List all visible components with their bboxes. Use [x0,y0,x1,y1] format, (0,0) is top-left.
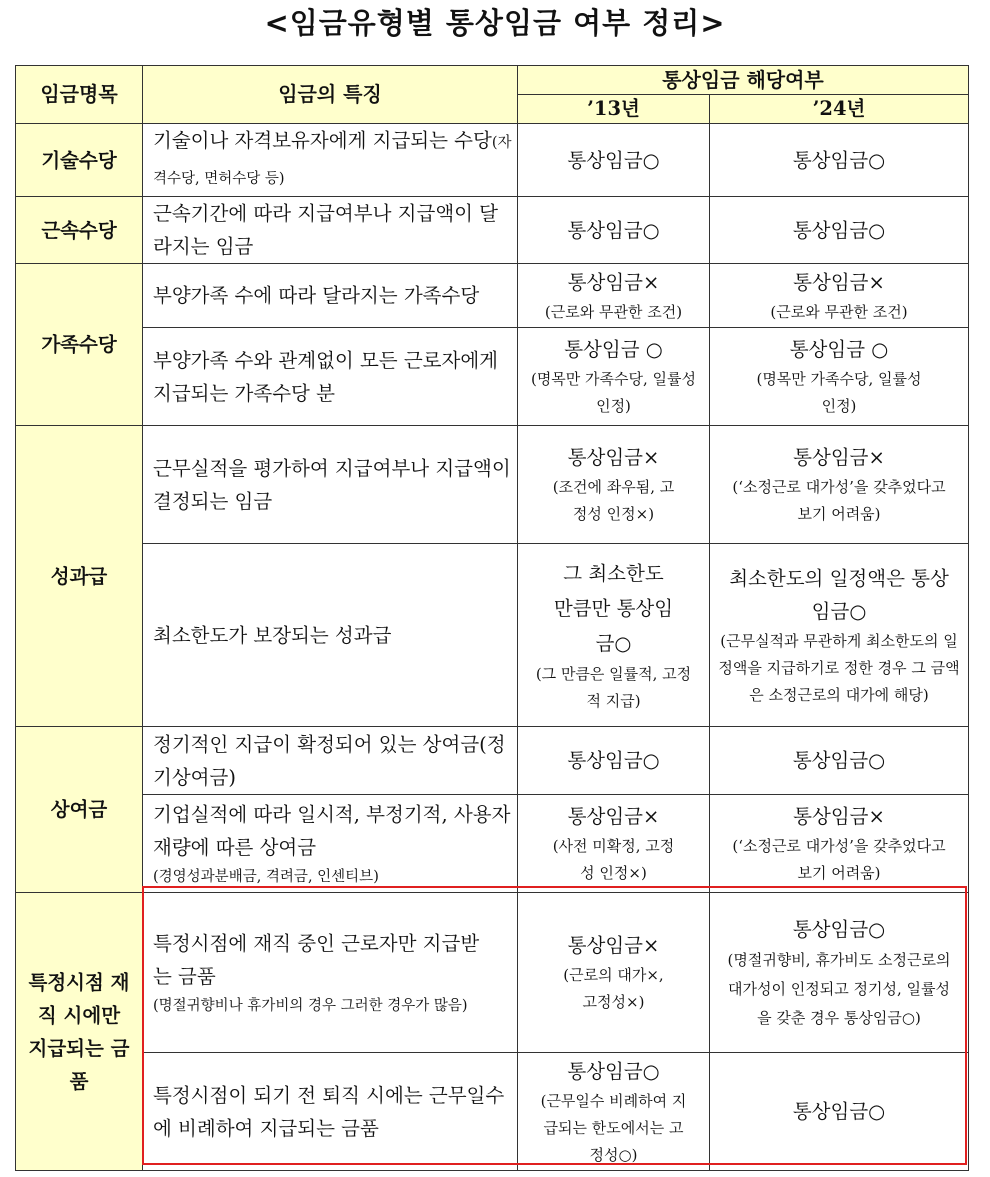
feature-text: 특정시점이 되기 전 퇴직 시에는 근무일수에 비례하여 지급되는 금품 [153,1083,505,1140]
status-2024-note: (‘소정근로 대가성’을 갖추었다고 보기 어려움) [732,837,946,882]
status-2013-cell [518,426,710,544]
status-2024: 통상임금○ [792,1100,886,1123]
feature-cell [143,1053,518,1171]
status-2024-cell [710,328,969,426]
feature-text: 최소한도가 보장되는 성과급 [153,623,392,647]
status-2013: 통상임금 ○ [564,338,663,361]
category-cell: 기술수당 [16,124,143,197]
feature-cell [143,795,518,893]
status-2024-cell [710,197,969,264]
status-2024: 통상임금○ [792,148,886,172]
status-2024: 통상임금○ [792,749,886,772]
status-2024-note: (‘소정근로 대가성’을 갖추었다고 보기 어려움) [732,478,946,523]
header-wage-name: 임금명목 [16,66,143,124]
status-2013-cell [518,795,710,893]
status-2013: 통상임금○ [567,1059,660,1083]
status-2013: 통상임금× [567,934,660,957]
status-2024: 통상임금× [793,446,885,469]
feature-note: (자격수당, 면허수당 등) [153,135,512,187]
table-row [16,544,969,727]
status-2013-note: (근로와 무관한 조건) [544,302,683,321]
status-2013-note: (사전 미확정, 고정성 인정×) [552,837,675,882]
status-2024: 통상임금× [793,805,885,828]
category-cell: 가족수당 [16,264,143,426]
feature-text: 근속기간에 따라 지급여부나 지급액이 달라지는 임금 [153,202,499,258]
status-2024-cell [710,1053,969,1171]
status-2013-cell [518,544,710,727]
status-2013-cell [518,264,710,328]
feature-text: 근무실적을 평가하여 지급여부나 지급액이 결정되는 임금 [153,456,511,513]
status-2013-cell [518,727,710,795]
table-row [16,1053,969,1171]
feature-cell [143,328,518,426]
status-2013: 통상임금○ [567,749,660,772]
category-cell: 근속수당 [16,197,143,264]
status-2013-note: (근무일수 비례하여 지급되는 한도에서는 고정성○) [540,1091,687,1164]
table-row [16,124,969,197]
table-row [16,727,969,795]
table-row [16,893,969,1053]
status-2024-note: (근로와 무관한 조건) [770,302,908,321]
status-2024-cell [710,544,969,727]
status-2024-cell [710,264,969,328]
status-2024-cell [710,426,969,544]
status-2024: 최소한도의 일정액은 통상임금○ [729,566,949,623]
status-2024-cell [710,727,969,795]
feature-text: 부양가족 수와 관계없이 모든 근로자에게 지급되는 가족수당 분 [153,348,499,405]
status-2024: 통상임금○ [792,218,886,242]
header-ordinary-wage-status: 통상임금 해당여부 [518,66,969,95]
status-2013: 통상임금× [567,446,660,469]
table-row [16,795,969,893]
category-cell: 성과급 [16,426,143,727]
feature-cell [143,124,518,197]
feature-text: 특정시점에 재직 중인 근로자만 지급받는 금품 [153,931,480,988]
feature-text: 기업실적에 따라 일시적, 부정기적, 사용자 재량에 따른 상여금 [153,802,511,859]
status-2024: 통상임금 ○ [789,338,889,361]
table-row [16,426,969,544]
wage-type-table [15,65,969,1171]
table-row [16,264,969,328]
status-2013-cell [518,328,710,426]
status-2013: 통상임금○ [567,148,660,172]
status-2024-note: (명목만 가족수당, 일률성 인정) [756,370,922,415]
feature-text: 기술이나 자격보유자에게 지급되는 수당 [153,129,492,152]
status-2024-note: (근무실적과 무관하게 최소한도의 일정액을 지급하기로 정한 경우 그 금액은 소정근로의 대가에 해당) [718,631,960,704]
status-2013: 그 최소한도 만큼만 통상임금○ [553,561,674,655]
feature-text: 부양가족 수에 따라 달라지는 가족수당 [153,284,480,307]
status-2024: 통상임금× [793,270,885,294]
header-year-2024: ’24년 [710,95,969,124]
page-title: <임금유형별 통상임금 여부 정리> [264,6,726,40]
status-2024-cell [710,795,969,893]
status-2013-cell [518,893,710,1053]
header-wage-feature: 임금의 특징 [143,66,518,124]
feature-text: 정기적인 지급이 확정되어 있는 상여금(정기상여금) [153,732,506,789]
status-2013-cell [518,124,710,197]
feature-cell [143,727,518,795]
feature-cell [143,544,518,727]
status-2024: 통상임금○ [792,917,886,941]
status-2013-note: (명목만 가족수당, 일률성 인정) [530,370,697,415]
feature-note: (경영성과분배금, 격려금, 인센티브) [153,868,379,885]
feature-cell [143,893,518,1053]
category-cell: 특정시점 재직 시에만 지급되는 금품 [16,893,143,1171]
feature-cell [143,197,518,264]
status-2013-note: (조건에 좌우됨, 고정성 인정×) [552,478,675,523]
feature-cell [143,264,518,328]
status-2013: 통상임금× [567,805,660,828]
header-year-2013: ’13년 [518,95,710,124]
status-2024-cell [710,893,969,1053]
feature-note: (명절귀향비나 휴가비의 경우 그러한 경우가 많음) [153,997,468,1014]
status-2024-cell [710,124,969,197]
category-cell: 상여금 [16,727,143,893]
status-2013-cell [518,1053,710,1171]
status-2013-note: (그 만큼은 일률적, 고정적 지급) [535,664,692,710]
table-row [16,328,969,426]
status-2013-cell [518,197,710,264]
status-2013: 통상임금× [567,270,660,294]
feature-cell [143,426,518,544]
status-2024-note: (명절귀향비, 휴가비도 소정근로의 대가성이 인정되고 정기성, 일률성을 갖춘 경우 통상임금○) [727,950,951,1027]
table-row [16,197,969,264]
status-2013: 통상임금○ [567,218,660,242]
status-2013-note: (근로의 대가×, 고정성×) [563,966,664,1011]
